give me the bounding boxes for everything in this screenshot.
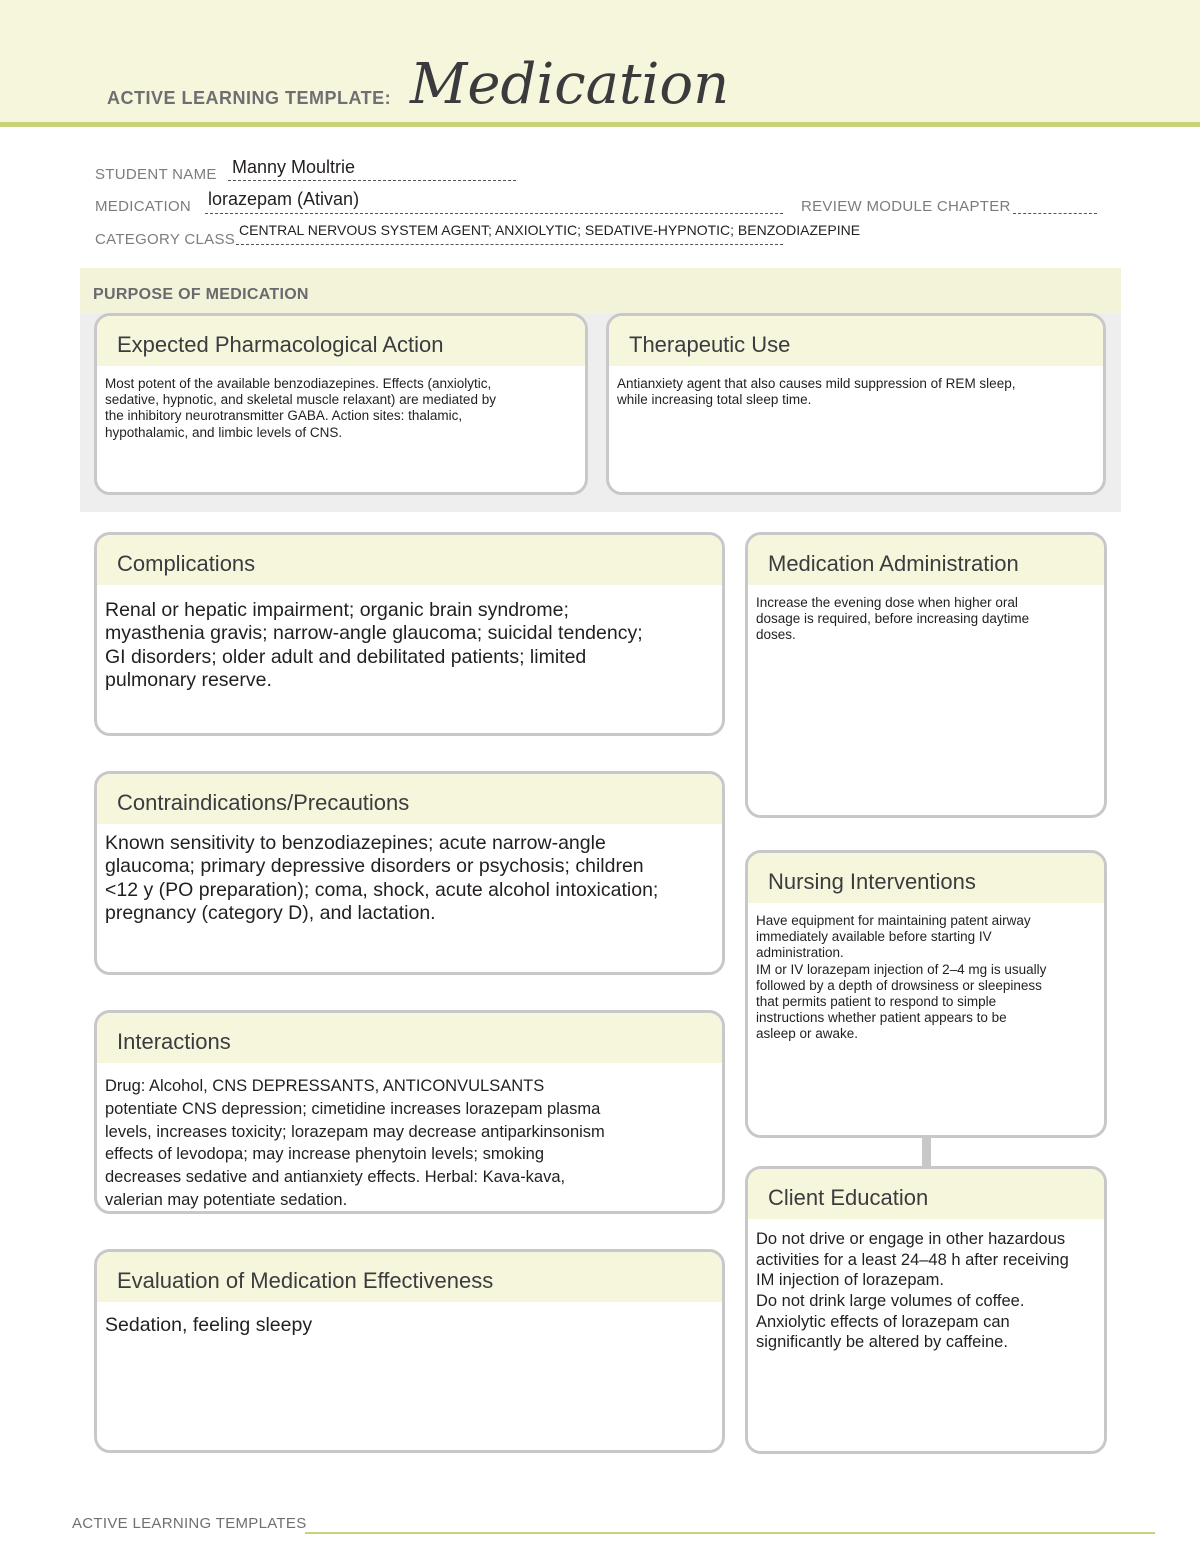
header-rule [0, 122, 1200, 127]
evaluation-title: Evaluation of Medication Effectiveness [97, 1252, 722, 1304]
student-name-label: STUDENT NAME [95, 166, 217, 183]
student-name-line [228, 180, 516, 181]
section-connector [922, 1135, 931, 1167]
nursing-interventions-title: Nursing Interventions [748, 853, 1104, 905]
text-line: Renal or hepatic impairment; organic brain syndrome; [105, 599, 569, 621]
text-line: Sedation, feeling sleepy [105, 1314, 313, 1336]
review-module-field[interactable] [1013, 213, 1097, 214]
text-line: followed by a depth of drowsiness or sleepiness [756, 977, 1042, 993]
text-line: activities for a least 24–48 h after receiving [756, 1250, 1069, 1269]
text-line: dosage is required, before increasing daytime [756, 611, 1030, 627]
text-line: while increasing total sleep time. [617, 392, 812, 408]
text-line: levels, increases toxicity; lorazepam may decrease antiparkinsonism [105, 1122, 605, 1141]
client-education-body[interactable] [748, 1221, 1104, 1353]
text-line: Have equipment for maintaining patent airway [756, 913, 1031, 928]
purpose-title: PURPOSE OF MEDICATION [93, 286, 309, 303]
complications-title: Complications [97, 535, 722, 587]
text-line: decreases sedative and antianxiety effects. Herbal: Kava-kava, [105, 1168, 566, 1187]
interactions-title: Interactions [97, 1013, 722, 1065]
client-education-card [745, 1166, 1107, 1454]
text-line: Anxiolytic effects of lorazepam can [756, 1312, 1010, 1331]
text-line: hypothalamic, and limbic levels of CNS. [105, 424, 343, 440]
text-line: IM injection of lorazepam. [756, 1271, 945, 1290]
text-line: pregnancy (category D), and lactation. [105, 902, 436, 925]
expected-action-card [94, 313, 588, 495]
text-line: Increase the evening dose when higher oral [756, 595, 1018, 610]
interactions-body[interactable] [97, 1065, 722, 1212]
therapeutic-use-card [606, 313, 1106, 495]
review-module-label: REVIEW MODULE CHAPTER [801, 198, 1011, 215]
evaluation-body[interactable] [97, 1304, 722, 1337]
page-title: Medication [410, 52, 730, 117]
text-line: Antianxiety agent that also causes mild suppression of REM sleep, [617, 376, 1016, 391]
text-line: valerian may potentiate sedation. [105, 1190, 348, 1209]
medication-administration-body[interactable] [748, 587, 1104, 644]
text-line: effects of levodopa; may increase phenytoin levels; smoking [105, 1145, 545, 1164]
evaluation-card [94, 1249, 725, 1453]
medication-field[interactable]: lorazepam (Ativan) [208, 189, 360, 209]
text-line: the inhibitory neurotransmitter GABA. Action sites: thalamic, [105, 408, 463, 424]
medication-label: MEDICATION [95, 198, 192, 215]
text-line: <12 y (PO preparation); coma, shock, acute alcohol intoxication; [105, 878, 659, 901]
client-education-title: Client Education [748, 1169, 1104, 1221]
contraindications-title: Contraindications/Precautions [97, 774, 722, 826]
contraindications-body[interactable] [97, 826, 722, 926]
text-line: potentiate CNS depression; cimetidine increases lorazepam plasma [105, 1099, 601, 1118]
nursing-interventions-body[interactable] [748, 905, 1104, 1043]
medication-administration-title: Medication Administration [748, 535, 1104, 587]
medication-line [205, 213, 783, 214]
complications-body[interactable] [97, 587, 722, 693]
text-line: instructions whether patient appears to be [756, 1010, 1007, 1026]
category-class-field[interactable]: CENTRAL NERVOUS SYSTEM AGENT; ANXIOLYTIC; SEDATIVE-HYPNOTIC; BENZODIAZEPINE [239, 222, 861, 238]
text-line: that permits patient to respond to simple [756, 993, 997, 1009]
text-line: Do not drink large volumes of coffee. [756, 1291, 1025, 1310]
text-line: doses. [756, 627, 796, 643]
template-label: ACTIVE LEARNING TEMPLATE: [107, 88, 392, 108]
text-line: significantly be altered by caffeine. [756, 1333, 1008, 1352]
footer-text: ACTIVE LEARNING TEMPLATES [72, 1515, 307, 1532]
text-line: pulmonary reserve. [105, 669, 272, 692]
contraindications-card [94, 771, 725, 975]
complications-card [94, 532, 725, 736]
text-line: administration. [756, 945, 844, 961]
text-line: Drug: Alcohol, CNS DEPRESSANTS, ANTICONVULSANTS [105, 1077, 545, 1095]
expected-action-title: Expected Pharmacological Action [97, 316, 585, 368]
category-class-label: CATEGORY CLASS [95, 231, 236, 248]
text-line: Most potent of the available benzodiazepines. Effects (anxiolytic, [105, 376, 492, 391]
therapeutic-use-title: Therapeutic Use [609, 316, 1103, 368]
expected-action-body[interactable] [97, 368, 585, 441]
nursing-interventions-card [745, 850, 1107, 1138]
text-line: GI disorders; older adult and debilitated patients; limited [105, 645, 587, 668]
text-line: IM or IV lorazepam injection of 2–4 mg is usually [756, 961, 1047, 977]
medication-administration-card [745, 532, 1107, 818]
text-line: Do not drive or engage in other hazardous [756, 1230, 1066, 1248]
text-line: asleep or awake. [756, 1026, 859, 1042]
category-class-line [236, 244, 783, 245]
footer-rule [305, 1532, 1155, 1534]
interactions-card [94, 1010, 725, 1214]
text-line: sedative, hypnotic, and skeletal muscle relaxant) are mediated by [105, 392, 496, 408]
therapeutic-use-body[interactable] [609, 368, 1103, 408]
text-line: myasthenia gravis; narrow-angle glaucoma; suicidal tendency; [105, 622, 643, 645]
student-name-field[interactable]: Manny Moultrie [232, 157, 356, 177]
text-line: immediately available before starting IV [756, 929, 992, 945]
text-line: Known sensitivity to benzodiazepines; acute narrow-angle [105, 832, 606, 854]
text-line: glaucoma; primary depressive disorders or psychosis; children [105, 855, 644, 878]
